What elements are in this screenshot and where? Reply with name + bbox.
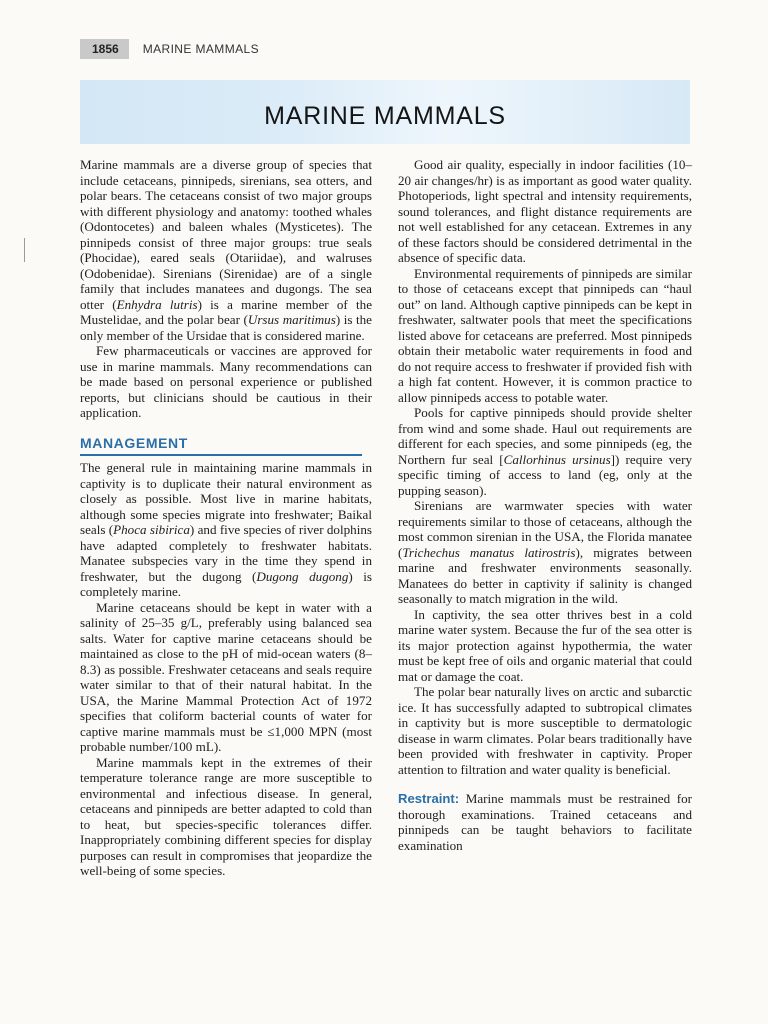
sea-otter-paragraph: In captivity, the sea otter thrives best in a cold marine water system. Because the fur of the sea otter is its major protection against hypothermia, the water must be kept free of oils and organic material that could mat or damage the coat. <box>398 606 692 684</box>
section-heading-management: MANAGEMENT <box>80 436 362 457</box>
restraint-paragraph: Restraint: Marine mammals must be restrained for thorough examinations. Trained cetaceans and pinnipeds can be taught behaviors to facilitate examination <box>398 791 692 853</box>
page-title: MARINE MAMMALS <box>264 102 506 130</box>
temperature-paragraph: Marine mammals kept in the extremes of their temperature tolerance range are more susceptible to environmental and infectious disease. In general, cetaceans and pinnipeds are better adapted to cold than to heat, but species-specific tolerances differ. Inappropriately combining different species for display purposes can result in compromises that jeopardize the well-being of some species. <box>80 754 372 878</box>
restraint-label: Restraint: <box>398 791 460 806</box>
scan-mark <box>24 238 25 262</box>
running-head <box>80 38 259 60</box>
page-number: 1856 <box>80 39 129 59</box>
right-column <box>398 157 692 853</box>
left-column <box>80 157 372 879</box>
polar-bear-paragraph: The polar bear naturally lives on arctic and subarctic ice. It has successfully adapted to subtropical climates in captivity but is more susceptible to dermatologic disease in warm climates. Polar bears traditionally have been provided with freshwater in captivity. Proper attention to filtration and water quality is beneficial. <box>398 684 692 777</box>
title-band <box>80 80 690 144</box>
management-paragraph: The general rule in maintaining marine mammals in captivity is to duplicate their natural environment as closely as possible. Most live in marine habitats, although some species migrate into freshwater; Baikal seals (Phoca sibirica) and five species of river dolphins have adapted completely to freshwater habitats. Manatee subspecies vary in the time they spend in freshwater, but the dugong (Dugong dugong) is completely marine. <box>80 460 372 599</box>
pinniped-pools-paragraph: Pools for captive pinnipeds should provide shelter from wind and some shade. Haul out requirements are different for each species, and some pinnipeds (eg, the Northern fur seal [Callorhinus ursinus]) require very specific timing of access to land (eg, only at the pupping season). <box>398 405 692 498</box>
water-salinity-paragraph: Marine cetaceans should be kept in water with a salinity of 25–35 g/L, preferably using balanced sea salts. Water for captive marine cetaceans should be maintained as close to the pH of mid-ocean waters (8–8.3) as possible. Freshwater cetaceans and seals require water similar to that of their natural habitat. In the USA, the Marine Mammal Protection Act of 1972 specifies that coliform bacterial counts of water for captive marine mammals must be ≤1,000 MPN (most probable number/100 mL). <box>80 599 372 754</box>
sirenians-paragraph: Sirenians are warmwater species with water requirements similar to those of cetaceans, although the most common sirenian in the USA, the Florida manatee (Trichechus manatus latirostris), migrates between marine and freshwater environments seasonally. Manatees do better in captivity if salinity is changed seasonally to match migration in the wild. <box>398 498 692 606</box>
pinniped-environment-paragraph: Environmental requirements of pinnipeds are similar to those of cetaceans except that pinnipeds can “haul out” on land. Although captive pinnipeds can be kept in freshwater, saltwater pools that meet the specifications listed above for cetaceans are preferred. Most pinnipeds obtain their metabolic water requirements in food and do not require access to freshwater if provided fish with a high fat content. However, it is common practice to allow pinnipeds access to potable water. <box>398 265 692 405</box>
pharmaceuticals-paragraph: Few pharmaceuticals or vaccines are approved for use in marine mammals. Many recommendations can be made based on personal experience or published reports, but clinicians should be cautious in their application. <box>80 343 372 420</box>
air-quality-paragraph: Good air quality, especially in indoor facilities (10–20 air changes/hr) is as important as good water quality. Photoperiods, light spectral and intensity requirements, sound tolerances, and flight distance requirements are not well established for any cetacean. Extremes in any of these factors should be considered detrimental in the absence of specific data. <box>398 157 692 265</box>
running-title: MARINE MAMMALS <box>142 42 259 56</box>
intro-paragraph: Marine mammals are a diverse group of species that include cetaceans, pinnipeds, sirenians, sea otters, and polar bears. The cetaceans consist of two major groups with different physiology and anatomy: toothed whales (Odontocetes) and baleen whales (Mysticetes). The pinnipeds consist of three major groups: true seals (Phocidae), eared seals (Otariidae), and walruses (Odobenidae). Sirenians (Sirenidae) are of a single family that includes manatees and dugongs. The sea otter (Enhydra lutris) is a marine member of the Mustelidae, and the polar bear (Ursus maritimus) is the only member of the Ursidae that is considered marine. <box>80 157 372 343</box>
